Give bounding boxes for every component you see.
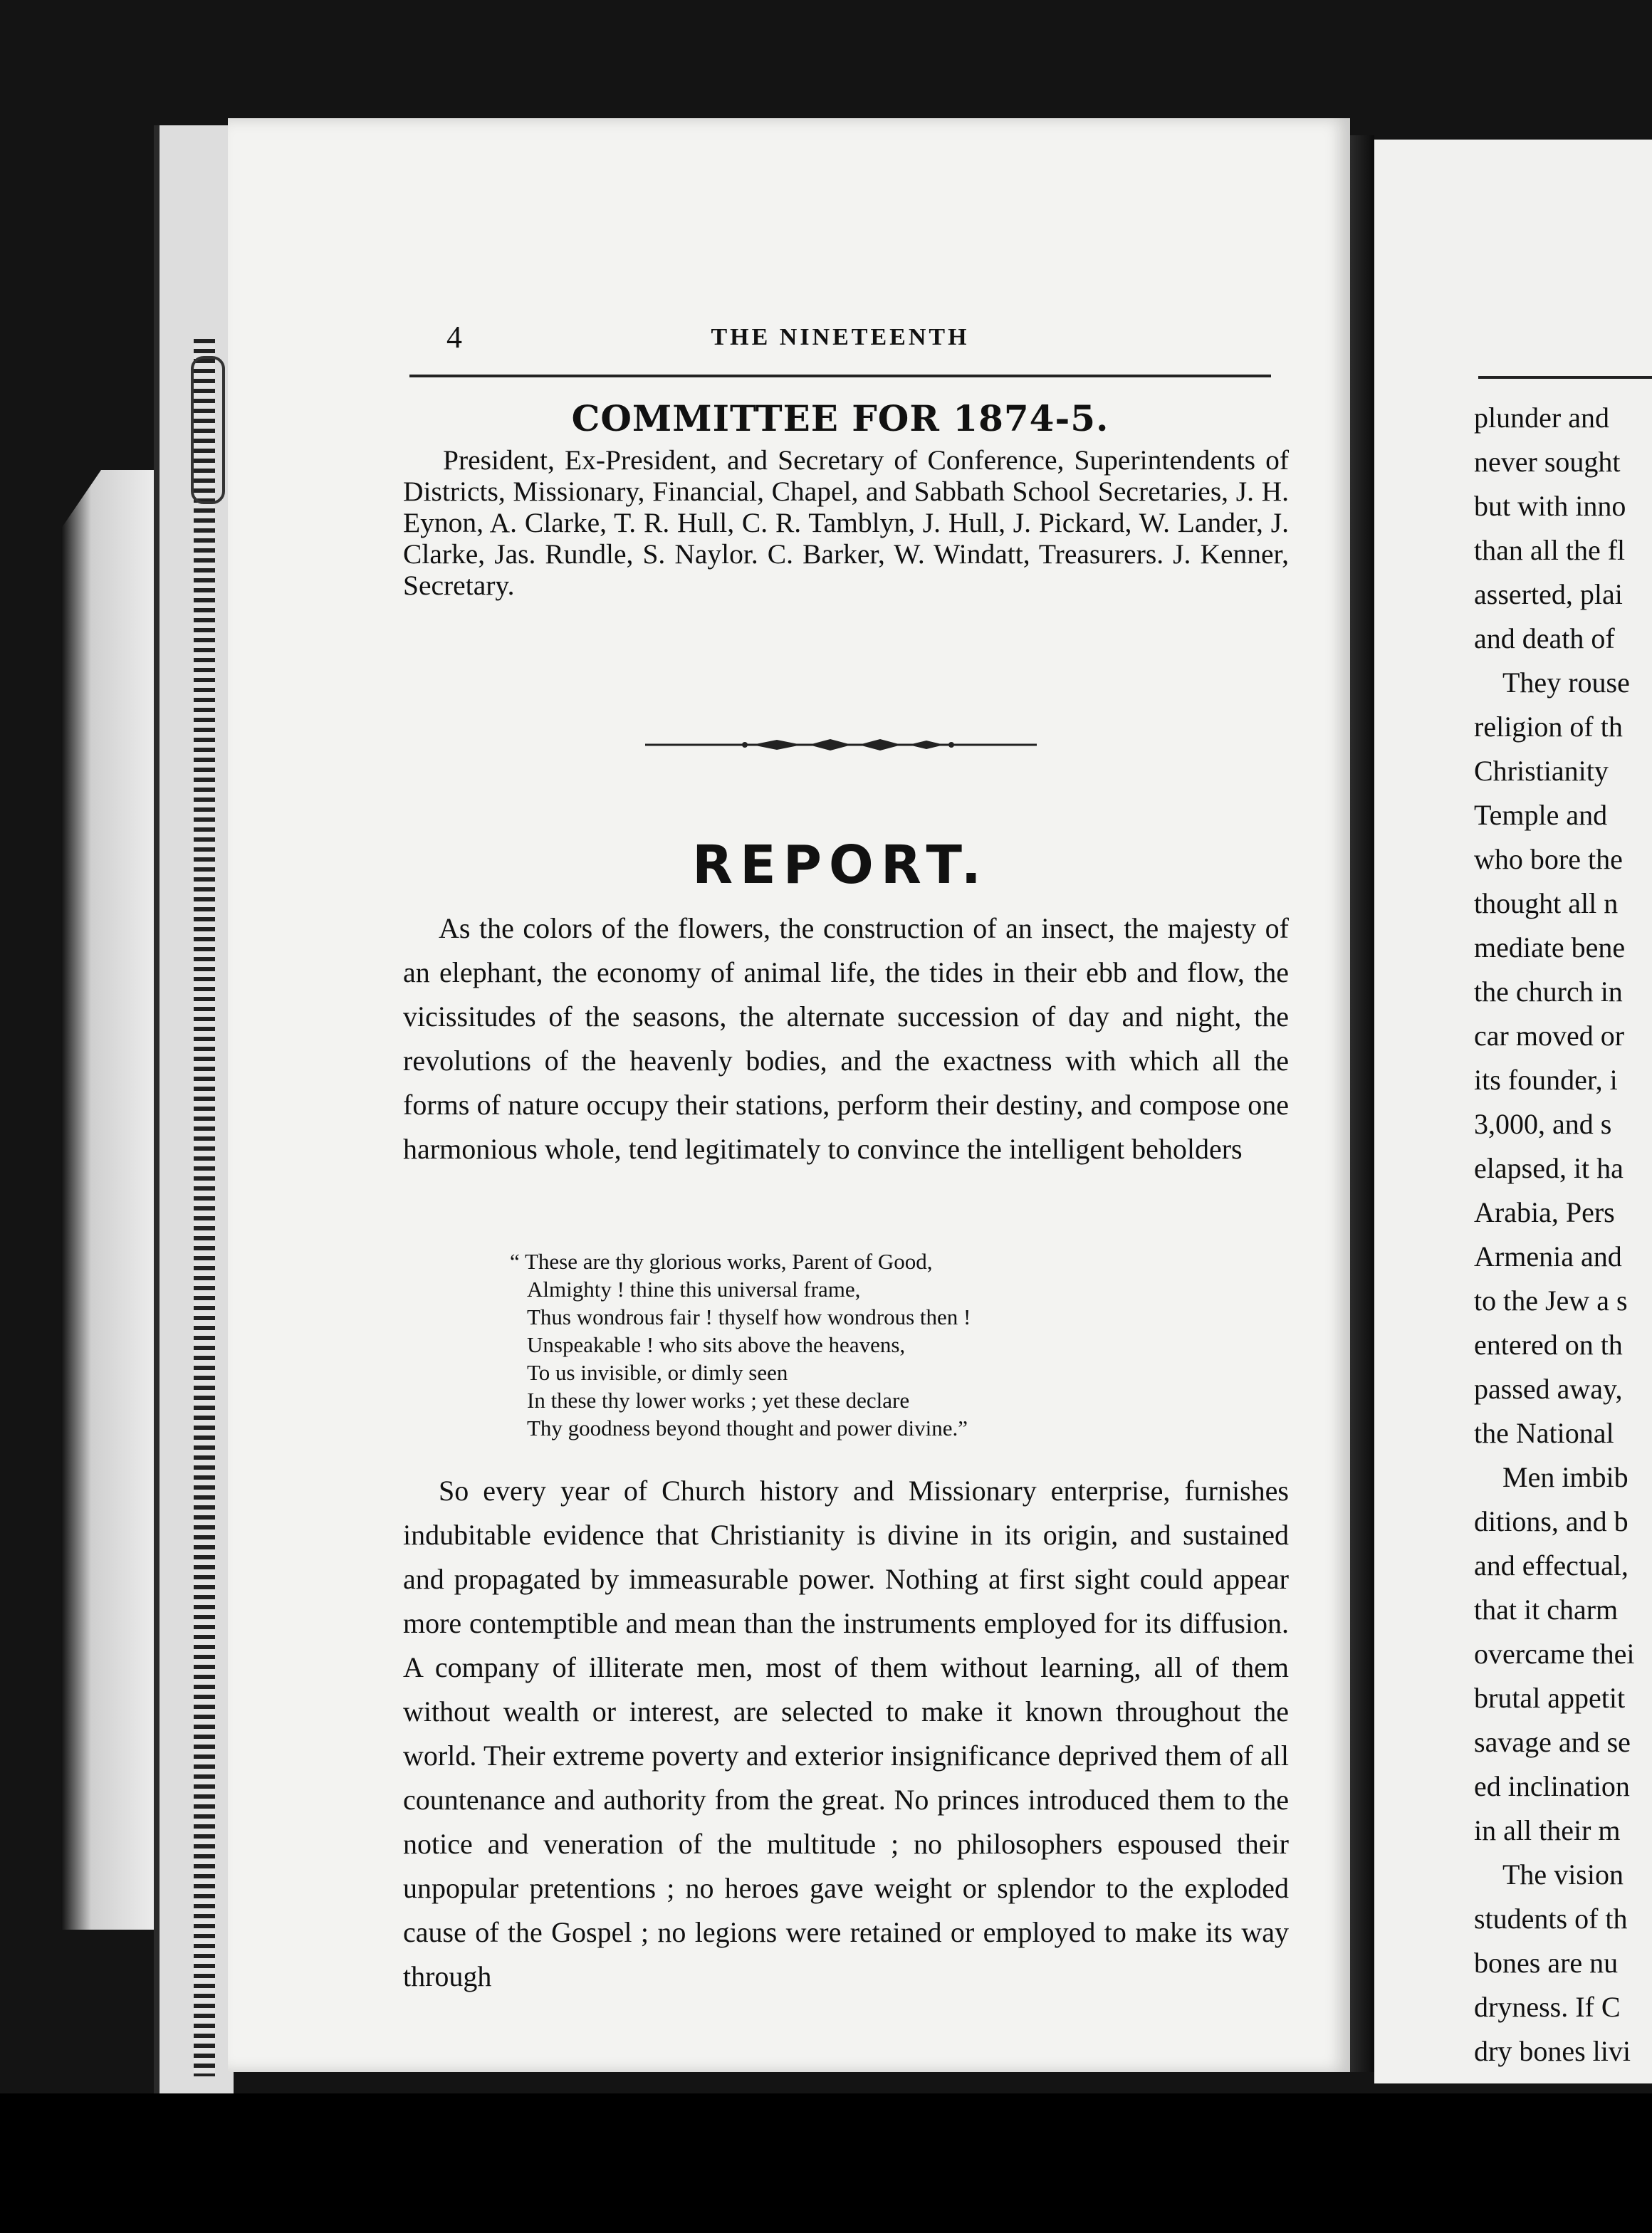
right-page-line: asserted, plai — [1474, 578, 1623, 610]
right-page-text-fragments — [1474, 396, 1652, 2074]
right-page-line: than all the fl — [1474, 534, 1626, 566]
committee-heading: COMMITTEE FOR 1874-5. — [571, 397, 1109, 439]
right-page-line: entered on th — [1474, 1329, 1623, 1361]
right-page-line: dryness. If C — [1474, 1991, 1621, 2023]
right-page-line: thought all n — [1474, 887, 1619, 919]
right-page-line: but with inno — [1474, 490, 1626, 522]
right-page-line: elapsed, it ha — [1474, 1152, 1624, 1184]
poem-quotation — [510, 1248, 1267, 1442]
scan-background — [0, 2093, 1652, 2233]
right-page-line: 3,000, and s — [1474, 1108, 1612, 1140]
committee-members-text: President, Ex-President, and Secretary of Conference, Superintendents of Districts, Missionary, Financial, Chapel, and Sabbath School Secretaries, J. H. Eynon, A. Clarke, T. R. Hull, C. R. Tamblyn, J. Hull, J. Pickard, W. Lander, J. Clarke, Jas. Rundle, S. Naylor. C. Barker, W. Windatt, Treasurers. J. Kenner, Secretary. — [403, 444, 1289, 601]
right-page-line: brutal appetit — [1474, 1682, 1626, 1714]
page-number: 4 — [446, 320, 462, 355]
right-page-line: the church in — [1474, 976, 1623, 1008]
right-page-line: its founder, i — [1474, 1064, 1618, 1096]
right-page-line: bones are nu — [1474, 1947, 1619, 1979]
right-page-line: car moved or — [1474, 1020, 1625, 1052]
right-page-line: Temple and — [1474, 799, 1608, 831]
poem-line: “ These are thy glorious works, Parent of Good, — [510, 1249, 933, 1274]
right-page-line: the National — [1474, 1417, 1614, 1449]
header-rule — [409, 375, 1271, 377]
right-page-line: overcame thei — [1474, 1638, 1635, 1670]
right-page-line: never sought — [1474, 446, 1621, 478]
poem-line: Thy goodness beyond thought and power divine.” — [527, 1416, 968, 1440]
right-page-line: to the Jew a s — [1474, 1285, 1628, 1317]
right-page-line: Arabia, Pers — [1474, 1196, 1615, 1228]
right-page-line: religion of th — [1474, 711, 1623, 743]
running-head-title: THE NINETEENTH — [711, 324, 970, 350]
right-page-line: in all their m — [1474, 1814, 1621, 1846]
right-page-line: savage and se — [1474, 1726, 1631, 1758]
right-page-line: Christianity — [1474, 755, 1609, 787]
report-heading: REPORT. — [692, 835, 988, 896]
right-page-line: passed away, — [1474, 1373, 1623, 1405]
right-page-line: ed inclination — [1474, 1770, 1630, 1802]
right-page-line: that it charm — [1474, 1594, 1619, 1626]
running-head — [409, 318, 1271, 357]
poem-line: Unspeakable ! who sits above the heavens, — [527, 1332, 906, 1357]
book-gutter — [1350, 135, 1374, 2072]
right-page-header-rule — [1478, 376, 1652, 379]
report-paragraph-1: As the colors of the flowers, the construction of an insect, the majesty of an elephant, the economy of animal life, the tides in their ebb and flow, the vicissitudes of the seasons, the alternate succession of day and night, the revolutions of the heavenly bodies, and the exactness with which all the forms of nature occupy their stations, perform their destiny, and compose one harmonious whole, tend legitimately to convince the intelligent beholders — [403, 912, 1289, 1165]
right-page-line: Men imbib — [1502, 1461, 1629, 1493]
right-page-line: mediate bene — [1474, 931, 1626, 963]
spine-stripe-decoration — [194, 339, 215, 2076]
right-page-line: Armenia and — [1474, 1240, 1622, 1272]
poem-line: Thus wondrous fair ! thyself how wondrous then ! — [527, 1304, 971, 1329]
spine-ornament-icon — [191, 356, 225, 504]
right-page-line: students of th — [1474, 1903, 1628, 1935]
poem-line: In these thy lower works ; yet these declare — [527, 1388, 910, 1413]
section-divider-ornament-icon — [645, 736, 1037, 753]
right-page-line: They rouse — [1502, 666, 1630, 699]
right-page-line: plunder and — [1474, 402, 1609, 434]
right-page-line: and effectual, — [1474, 1549, 1629, 1581]
right-page-line: who bore the — [1474, 843, 1623, 875]
poem-line: To us invisible, or dimly seen — [527, 1360, 788, 1385]
page-stack-edge — [61, 470, 161, 1930]
right-page-line: dry bones livi — [1474, 2035, 1631, 2067]
right-page-line: The vision — [1502, 1858, 1624, 1891]
right-page-line: and death of — [1474, 622, 1615, 654]
right-page-line: ditions, and b — [1474, 1505, 1629, 1537]
report-paragraph-2: So every year of Church history and Missionary enterprise, furnishes indubitable evidence that Christianity is divine in its origin, and sustained and propagated by immeasurable power. Nothing at first sight could appear more contemptible and mean than the instruments employed for its diffusion. A company of illiterate men, most of them without learning, all of them without wealth or interest, are selected to make it known throughout the world. Their extreme poverty and exterior insignificance deprived them of all countenance and authority from the great. No princes introduced them to the notice and veneration of the multitude ; no philosophers espoused their unpopular pretentions ; no heroes gave weight or splendor to the exploded cause of the Gospel ; no legions were retained or employed to make its way through — [403, 1475, 1289, 1992]
poem-line: Almighty ! thine this universal frame, — [527, 1277, 861, 1302]
